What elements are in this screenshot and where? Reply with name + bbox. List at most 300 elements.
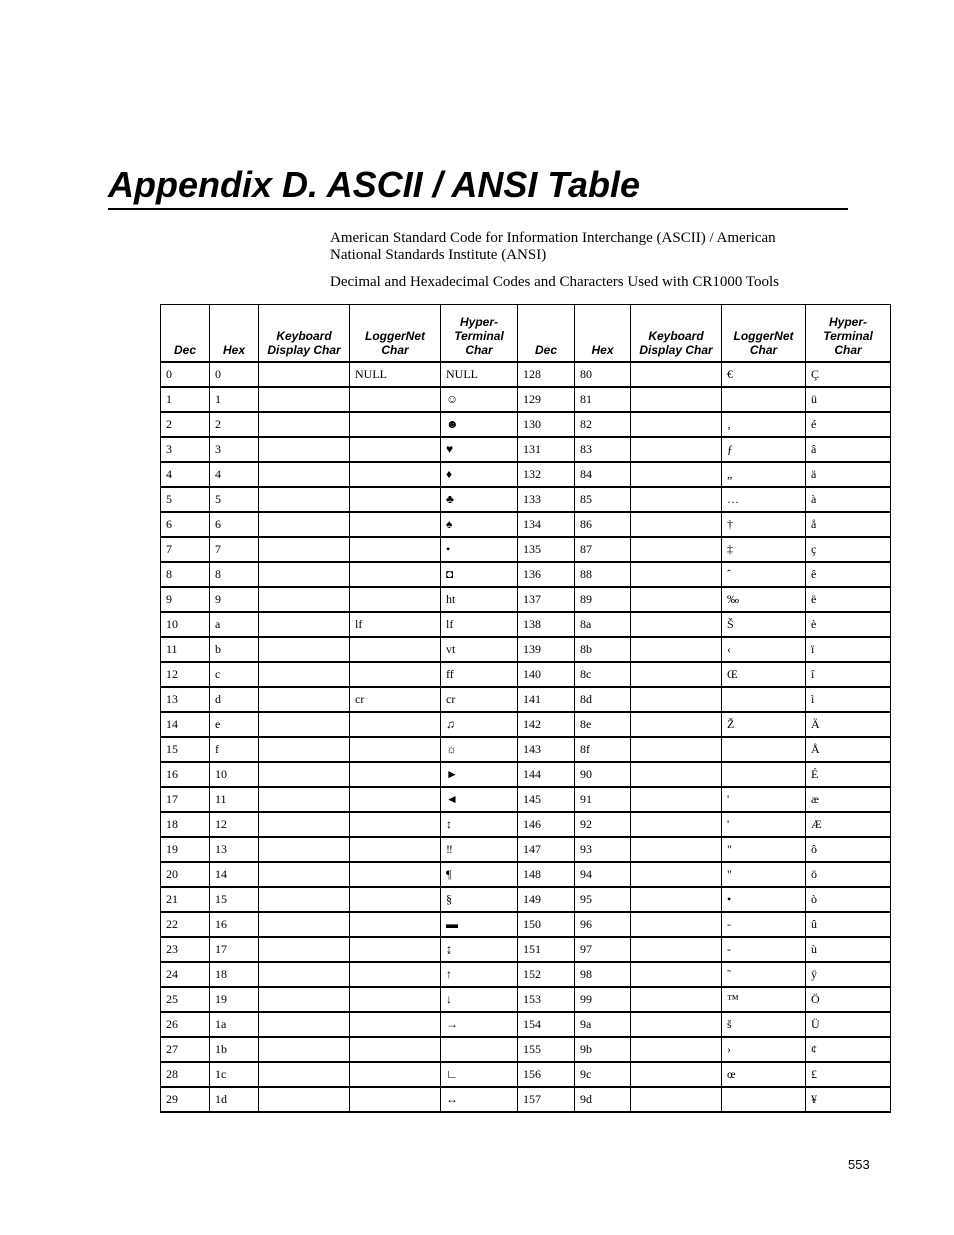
cell-hyperterminal-char: ◄ (441, 787, 518, 812)
cell-keyboard-char (631, 1062, 722, 1087)
cell-keyboard-char (259, 587, 350, 612)
cell-dec: 19 (161, 837, 210, 862)
cell-dec: 8 (161, 562, 210, 587)
table-row (161, 462, 891, 487)
cell-loggernet-char: - (722, 912, 806, 937)
table-row (161, 1062, 891, 1087)
cell-hex: 19 (210, 987, 259, 1012)
cell-hex: 1 (210, 387, 259, 412)
table-row (161, 987, 891, 1012)
cell-hex: 94 (575, 862, 631, 887)
cell-hyperterminal-char: ò (806, 887, 891, 912)
cell-loggernet-char (350, 1087, 441, 1112)
cell-dec: 144 (518, 762, 575, 787)
cell-dec: 7 (161, 537, 210, 562)
cell-dec: 130 (518, 412, 575, 437)
header-loggernet-char: LoggerNet Char (722, 305, 806, 363)
cell-dec: 25 (161, 987, 210, 1012)
cell-hyperterminal-char: à (806, 487, 891, 512)
cell-hex: 9b (575, 1037, 631, 1062)
cell-hyperterminal-char: ♠ (441, 512, 518, 537)
page-number: 553 (848, 1157, 870, 1172)
cell-loggernet-char (350, 412, 441, 437)
cell-hyperterminal-char: ↓ (441, 987, 518, 1012)
cell-keyboard-char (631, 487, 722, 512)
cell-hex: 8 (210, 562, 259, 587)
cell-hex: f (210, 737, 259, 762)
cell-keyboard-char (259, 612, 350, 637)
cell-keyboard-char (259, 512, 350, 537)
cell-hex: 93 (575, 837, 631, 862)
table-row (161, 662, 891, 687)
cell-hyperterminal-char (441, 1037, 518, 1062)
table-row (161, 537, 891, 562)
cell-dec: 143 (518, 737, 575, 762)
cell-dec: 132 (518, 462, 575, 487)
table-row (161, 612, 891, 637)
cell-dec: 131 (518, 437, 575, 462)
cell-hyperterminal-char: ¶ (441, 862, 518, 887)
cell-hex: 11 (210, 787, 259, 812)
cell-hyperterminal-char: ¥ (806, 1087, 891, 1112)
cell-hex: 97 (575, 937, 631, 962)
table-row (161, 487, 891, 512)
cell-keyboard-char (259, 1012, 350, 1037)
cell-loggernet-char: ˜ (722, 962, 806, 987)
cell-hex: 1b (210, 1037, 259, 1062)
table-row (161, 812, 891, 837)
header-keyboard-display-char: Keyboard Display Char (631, 305, 722, 363)
cell-dec: 146 (518, 812, 575, 837)
cell-loggernet-char (350, 887, 441, 912)
cell-keyboard-char (631, 637, 722, 662)
cell-loggernet-char: lf (350, 612, 441, 637)
cell-hex: 86 (575, 512, 631, 537)
table-row (161, 512, 891, 537)
cell-dec: 10 (161, 612, 210, 637)
cell-keyboard-char (631, 987, 722, 1012)
cell-hyperterminal-char: → (441, 1012, 518, 1037)
cell-hex: 9c (575, 1062, 631, 1087)
cell-loggernet-char (350, 437, 441, 462)
cell-dec: 140 (518, 662, 575, 687)
cell-loggernet-char: " (722, 862, 806, 887)
cell-hex: 16 (210, 912, 259, 937)
table-row (161, 362, 891, 387)
cell-dec: 129 (518, 387, 575, 412)
cell-loggernet-char (350, 787, 441, 812)
cell-loggernet-char: ƒ (722, 437, 806, 462)
table-row (161, 637, 891, 662)
cell-loggernet-char: ‡ (722, 537, 806, 562)
cell-dec: 139 (518, 637, 575, 662)
cell-hex: 9d (575, 1087, 631, 1112)
cell-hex: 8f (575, 737, 631, 762)
cell-keyboard-char (259, 662, 350, 687)
cell-hyperterminal-char: î (806, 662, 891, 687)
cell-loggernet-char: ™ (722, 987, 806, 1012)
cell-loggernet-char: - (722, 937, 806, 962)
cell-keyboard-char (259, 762, 350, 787)
cell-hex: 18 (210, 962, 259, 987)
cell-loggernet-char: ‰ (722, 587, 806, 612)
table-row (161, 437, 891, 462)
cell-hex: 8d (575, 687, 631, 712)
cell-dec: 20 (161, 862, 210, 887)
cell-loggernet-char (350, 837, 441, 862)
cell-loggernet-char (350, 537, 441, 562)
cell-hex: b (210, 637, 259, 662)
cell-keyboard-char (631, 712, 722, 737)
cell-keyboard-char (631, 562, 722, 587)
cell-dec: 141 (518, 687, 575, 712)
cell-dec: 0 (161, 362, 210, 387)
cell-keyboard-char (631, 362, 722, 387)
cell-hex: 9 (210, 587, 259, 612)
cell-hex: 1c (210, 1062, 259, 1087)
cell-loggernet-char (350, 712, 441, 737)
cell-loggernet-char: ‹ (722, 637, 806, 662)
cell-hyperterminal-char: ↨ (441, 937, 518, 962)
cell-loggernet-char (350, 387, 441, 412)
cell-loggernet-char (350, 862, 441, 887)
cell-dec: 5 (161, 487, 210, 512)
cell-hex: 98 (575, 962, 631, 987)
header-dec: Dec (518, 305, 575, 363)
cell-dec: 29 (161, 1087, 210, 1112)
cell-hyperterminal-char: ♦ (441, 462, 518, 487)
cell-keyboard-char (631, 937, 722, 962)
cell-loggernet-char: Š (722, 612, 806, 637)
cell-keyboard-char (631, 1012, 722, 1037)
cell-dec: 134 (518, 512, 575, 537)
cell-hex: 6 (210, 512, 259, 537)
cell-keyboard-char (259, 887, 350, 912)
cell-loggernet-char: cr (350, 687, 441, 712)
intro-paragraph-1: American Standard Code for Information Interchange (ASCII) / American National Standards Institute (ANSI) (330, 230, 776, 263)
cell-hyperterminal-char: Ç (806, 362, 891, 387)
cell-hyperterminal-char: NULL (441, 362, 518, 387)
cell-keyboard-char (631, 412, 722, 437)
cell-hyperterminal-char: ☺ (441, 387, 518, 412)
cell-loggernet-char: Ž (722, 712, 806, 737)
cell-keyboard-char (259, 1087, 350, 1112)
cell-hex: 3 (210, 437, 259, 462)
cell-hyperterminal-char: û (806, 912, 891, 937)
cell-dec: 24 (161, 962, 210, 987)
cell-hyperterminal-char: ☻ (441, 412, 518, 437)
cell-hyperterminal-char: ç (806, 537, 891, 562)
cell-loggernet-char (350, 737, 441, 762)
cell-hyperterminal-char: • (441, 537, 518, 562)
cell-hyperterminal-char: Ö (806, 987, 891, 1012)
cell-loggernet-char (350, 487, 441, 512)
cell-dec: 14 (161, 712, 210, 737)
cell-keyboard-char (259, 537, 350, 562)
table-row (161, 712, 891, 737)
cell-keyboard-char (259, 437, 350, 462)
cell-hex: 88 (575, 562, 631, 587)
cell-keyboard-char (631, 387, 722, 412)
cell-hyperterminal-char: cr (441, 687, 518, 712)
table-row (161, 862, 891, 887)
cell-keyboard-char (259, 912, 350, 937)
cell-keyboard-char (631, 762, 722, 787)
cell-hyperterminal-char: vt (441, 637, 518, 662)
cell-hyperterminal-char: § (441, 887, 518, 912)
cell-loggernet-char: € (722, 362, 806, 387)
cell-loggernet-char: … (722, 487, 806, 512)
cell-keyboard-char (631, 962, 722, 987)
header-keyboard-display-char: Keyboard Display Char (259, 305, 350, 363)
cell-dec: 148 (518, 862, 575, 887)
cell-dec: 1 (161, 387, 210, 412)
cell-keyboard-char (259, 362, 350, 387)
cell-loggernet-char (722, 1087, 806, 1112)
cell-loggernet-char: œ (722, 1062, 806, 1087)
cell-keyboard-char (259, 812, 350, 837)
cell-hex: 4 (210, 462, 259, 487)
cell-loggernet-char: " (722, 837, 806, 862)
cell-dec: 9 (161, 587, 210, 612)
cell-hyperterminal-char: å (806, 512, 891, 537)
cell-hex: 87 (575, 537, 631, 562)
cell-hex: 1a (210, 1012, 259, 1037)
cell-hex: 85 (575, 487, 631, 512)
cell-loggernet-char (350, 937, 441, 962)
cell-loggernet-char: ' (722, 812, 806, 837)
cell-keyboard-char (259, 987, 350, 1012)
cell-keyboard-char (259, 837, 350, 862)
cell-loggernet-char: ' (722, 787, 806, 812)
cell-dec: 22 (161, 912, 210, 937)
cell-dec: 154 (518, 1012, 575, 1037)
cell-keyboard-char (259, 687, 350, 712)
cell-hex: 81 (575, 387, 631, 412)
cell-dec: 3 (161, 437, 210, 462)
cell-hyperterminal-char: Æ (806, 812, 891, 837)
cell-dec: 142 (518, 712, 575, 737)
cell-hyperterminal-char: ♫ (441, 712, 518, 737)
cell-hyperterminal-char: ô (806, 837, 891, 862)
cell-keyboard-char (631, 662, 722, 687)
cell-hyperterminal-char: ä (806, 462, 891, 487)
cell-loggernet-char (350, 1037, 441, 1062)
header-loggernet-char: LoggerNet Char (350, 305, 441, 363)
intro-paragraph-2: Decimal and Hexadecimal Codes and Characters Used with CR1000 Tools (330, 274, 779, 290)
cell-hex: 90 (575, 762, 631, 787)
cell-hex: 14 (210, 862, 259, 887)
cell-loggernet-char (350, 1062, 441, 1087)
cell-dec: 138 (518, 612, 575, 637)
cell-dec: 4 (161, 462, 210, 487)
cell-hex: 0 (210, 362, 259, 387)
cell-dec: 23 (161, 937, 210, 962)
cell-hex: 13 (210, 837, 259, 862)
cell-hyperterminal-char: ☼ (441, 737, 518, 762)
cell-hyperterminal-char: ¢ (806, 1037, 891, 1062)
cell-hex: 15 (210, 887, 259, 912)
table-row (161, 387, 891, 412)
cell-loggernet-char (350, 912, 441, 937)
intro-text (330, 230, 810, 301)
cell-hex: 10 (210, 762, 259, 787)
table-row (161, 1012, 891, 1037)
cell-hyperterminal-char: ▬ (441, 912, 518, 937)
cell-keyboard-char (259, 737, 350, 762)
cell-hyperterminal-char: ht (441, 587, 518, 612)
cell-keyboard-char (631, 1087, 722, 1112)
cell-hyperterminal-char: ù (806, 937, 891, 962)
cell-keyboard-char (631, 1037, 722, 1062)
cell-loggernet-char (350, 562, 441, 587)
cell-loggernet-char (722, 737, 806, 762)
table-row (161, 412, 891, 437)
cell-hex: 95 (575, 887, 631, 912)
cell-hyperterminal-char: ì (806, 687, 891, 712)
cell-hyperterminal-char: ↕ (441, 812, 518, 837)
cell-hex: 17 (210, 937, 259, 962)
cell-keyboard-char (631, 812, 722, 837)
table-header-row (161, 305, 891, 363)
cell-hyperterminal-char: ÿ (806, 962, 891, 987)
cell-hyperterminal-char: ↑ (441, 962, 518, 987)
table-row (161, 937, 891, 962)
cell-hyperterminal-char: Ä (806, 712, 891, 737)
cell-dec: 149 (518, 887, 575, 912)
cell-hyperterminal-char: è (806, 612, 891, 637)
cell-dec: 151 (518, 937, 575, 962)
cell-loggernet-char: ˆ (722, 562, 806, 587)
cell-loggernet-char: ‚ (722, 412, 806, 437)
cell-hyperterminal-char: ♥ (441, 437, 518, 462)
table-row (161, 887, 891, 912)
cell-dec: 136 (518, 562, 575, 587)
cell-dec: 12 (161, 662, 210, 687)
cell-loggernet-char: „ (722, 462, 806, 487)
cell-hyperterminal-char: Å (806, 737, 891, 762)
cell-keyboard-char (631, 912, 722, 937)
cell-keyboard-char (259, 862, 350, 887)
cell-dec: 152 (518, 962, 575, 987)
cell-dec: 6 (161, 512, 210, 537)
table-row (161, 787, 891, 812)
cell-loggernet-char: š (722, 1012, 806, 1037)
cell-loggernet-char (350, 1012, 441, 1037)
cell-keyboard-char (259, 562, 350, 587)
cell-loggernet-char (722, 762, 806, 787)
cell-hyperterminal-char: ö (806, 862, 891, 887)
cell-dec: 21 (161, 887, 210, 912)
table-row (161, 912, 891, 937)
cell-keyboard-char (631, 837, 722, 862)
cell-hex: d (210, 687, 259, 712)
cell-hyperterminal-char: ë (806, 587, 891, 612)
table-row (161, 1037, 891, 1062)
page-title: Appendix D. ASCII / ANSI Table (108, 164, 641, 205)
cell-hyperterminal-char: ↔ (441, 1087, 518, 1112)
cell-hex: 84 (575, 462, 631, 487)
cell-loggernet-char (350, 637, 441, 662)
cell-loggernet-char (350, 762, 441, 787)
cell-hyperterminal-char: ê (806, 562, 891, 587)
cell-loggernet-char (350, 812, 441, 837)
cell-loggernet-char (350, 587, 441, 612)
header-dec: Dec (161, 305, 210, 363)
cell-keyboard-char (259, 962, 350, 987)
cell-loggernet-char (350, 987, 441, 1012)
cell-dec: 145 (518, 787, 575, 812)
cell-dec: 2 (161, 412, 210, 437)
header-hyperterminal-char: Hyper-Terminal Char (806, 305, 891, 363)
cell-keyboard-char (259, 487, 350, 512)
cell-loggernet-char: › (722, 1037, 806, 1062)
cell-hyperterminal-char: ◘ (441, 562, 518, 587)
cell-dec: 157 (518, 1087, 575, 1112)
ascii-ansi-table (160, 304, 891, 1113)
cell-loggernet-char (350, 462, 441, 487)
cell-dec: 147 (518, 837, 575, 862)
cell-dec: 155 (518, 1037, 575, 1062)
cell-hex: 99 (575, 987, 631, 1012)
cell-hex: 91 (575, 787, 631, 812)
cell-hyperterminal-char: ff (441, 662, 518, 687)
cell-hex: 82 (575, 412, 631, 437)
cell-dec: 17 (161, 787, 210, 812)
cell-keyboard-char (259, 937, 350, 962)
cell-hyperterminal-char: É (806, 762, 891, 787)
cell-dec: 156 (518, 1062, 575, 1087)
cell-keyboard-char (631, 687, 722, 712)
cell-hyperterminal-char: ♣ (441, 487, 518, 512)
cell-loggernet-char (350, 512, 441, 537)
cell-loggernet-char (722, 387, 806, 412)
cell-keyboard-char (631, 887, 722, 912)
cell-hyperterminal-char: ‼ (441, 837, 518, 862)
cell-keyboard-char (631, 512, 722, 537)
cell-hex: 9a (575, 1012, 631, 1037)
table-row (161, 737, 891, 762)
cell-loggernet-char: † (722, 512, 806, 537)
table-body (161, 362, 891, 1112)
cell-loggernet-char (350, 962, 441, 987)
cell-dec: 137 (518, 587, 575, 612)
cell-dec: 18 (161, 812, 210, 837)
cell-hex: 8b (575, 637, 631, 662)
header-hyperterminal-char: Hyper-Terminal Char (441, 305, 518, 363)
table-row (161, 1087, 891, 1112)
cell-hyperterminal-char: lf (441, 612, 518, 637)
cell-hex: 8e (575, 712, 631, 737)
cell-hex: 80 (575, 362, 631, 387)
cell-dec: 28 (161, 1062, 210, 1087)
cell-hyperterminal-char: £ (806, 1062, 891, 1087)
cell-loggernet-char: NULL (350, 362, 441, 387)
cell-hex: 92 (575, 812, 631, 837)
cell-keyboard-char (259, 1037, 350, 1062)
cell-hex: 5 (210, 487, 259, 512)
cell-dec: 150 (518, 912, 575, 937)
cell-hex: 96 (575, 912, 631, 937)
cell-keyboard-char (631, 862, 722, 887)
cell-hyperterminal-char: â (806, 437, 891, 462)
cell-keyboard-char (259, 462, 350, 487)
cell-hyperterminal-char: ü (806, 387, 891, 412)
cell-hex: 2 (210, 412, 259, 437)
cell-hex: 12 (210, 812, 259, 837)
cell-keyboard-char (631, 737, 722, 762)
table-row (161, 687, 891, 712)
